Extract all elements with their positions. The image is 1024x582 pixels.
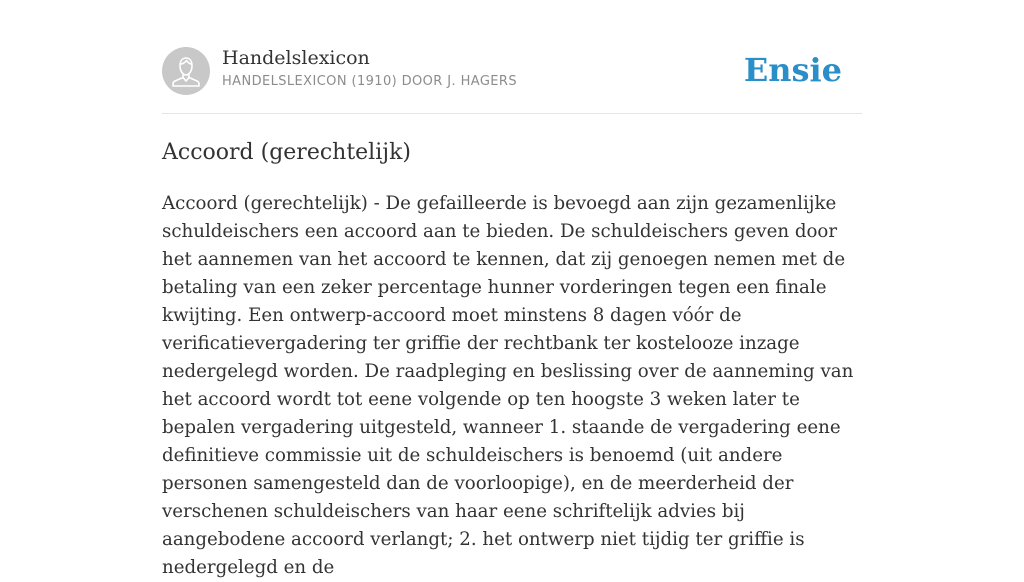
ensie-logo[interactable]: Ensie <box>743 51 842 89</box>
source-attribution[interactable]: HANDELSLEXICON (1910) DOOR J. HAGERS <box>222 74 517 89</box>
author-avatar[interactable] <box>162 47 210 95</box>
user-silhouette-icon <box>162 47 210 95</box>
article-header <box>162 46 862 96</box>
author-name[interactable]: Handelslexicon <box>222 47 370 69</box>
header-divider <box>162 113 862 114</box>
definition-body: Accoord (gerechtelijk) - De gefailleerde is bevoegd aan zijn gezamenlijke schuldeischers een accoord aan te bieden. De schuldeischers geven door het aannemen van het accoord te kennen, dat zij genoegen nemen met de betaling van een zeker percentage hunner vorderingen tegen een finale kwijting. Een ontwerp-accoord moet minstens 8 dagen vóór de verificatievergadering ter griffie der rechtbank ter kostelooze inzage nedergelegd worden. De raadpleging en beslissing over de aanneming van het accoord wordt tot eene volgende op ten hoogste 3 weken later te bepalen vergadering uitgesteld, wanneer 1. staande de vergadering eene definitieve commissie uit de schuldeischers is benoemd (uit andere personen samengesteld dan de voorloopige), en de meerderheid der verschenen schuldeischers van haar eene schriftelijk advies bij aangebodene accoord verlangt; 2. het ontwerp niet tijdig ter griffie is nedergelegd en de <box>162 193 854 578</box>
page-title: Accoord (gerechtelijk) <box>162 140 411 165</box>
